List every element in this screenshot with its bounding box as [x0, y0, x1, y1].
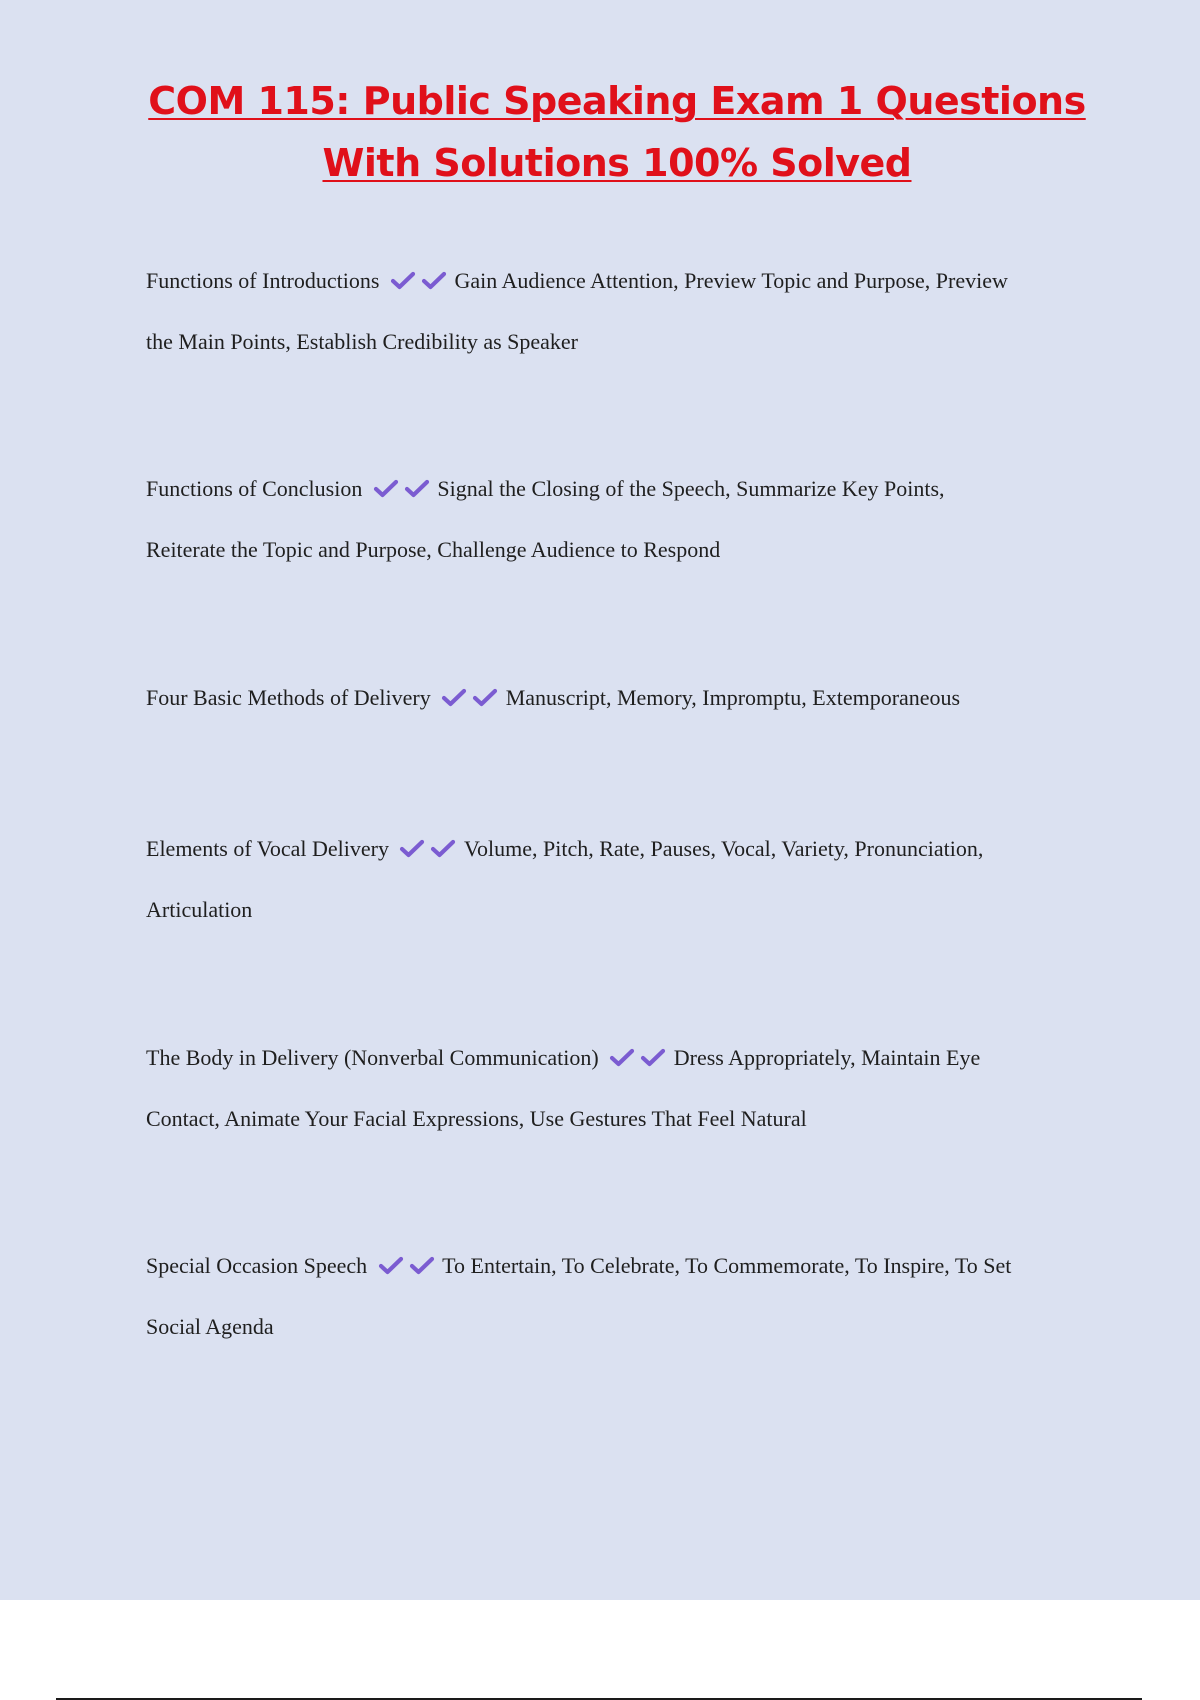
check-mark-icon [421, 271, 447, 291]
check-mark-icon [441, 688, 467, 708]
question-text: The Body in Delivery (Nonverbal Communication) [146, 1045, 599, 1070]
qa-item-introductions [146, 250, 1096, 372]
question-text: Special Occasion Speech [146, 1253, 368, 1278]
check-mark-icon [378, 1256, 404, 1276]
answer-text: Signal the Closing of the Speech, Summarize Key Points, [437, 476, 945, 501]
answer-text-continued: Contact, Animate Your Facial Expressions, Use Gestures That Feel Natural [146, 1106, 807, 1131]
qa-item-conclusion [146, 458, 1096, 580]
check-mark-icon [472, 688, 498, 708]
check-mark-icon [409, 1256, 435, 1276]
answer-text-continued: Reiterate the Topic and Purpose, Challenge Audience to Respond [146, 537, 721, 562]
check-mark-icon [640, 1048, 666, 1068]
qa-item-methods-of-delivery [146, 667, 1096, 728]
check-mark-icon [609, 1048, 635, 1068]
answer-text: To Entertain, To Celebrate, To Commemorate, To Inspire, To Set [442, 1253, 1012, 1278]
question-text: Functions of Introductions [146, 268, 380, 293]
answer-text-continued: the Main Points, Establish Credibility as Speaker [146, 329, 579, 354]
answer-text-continued: Articulation [146, 897, 253, 922]
answer-text: Volume, Pitch, Rate, Pauses, Vocal, Variety, Pronunciation, [463, 836, 984, 861]
answer-text: Dress Appropriately, Maintain Eye [673, 1045, 981, 1070]
question-text: Elements of Vocal Delivery [146, 836, 389, 861]
title-line-2: With Solutions 100% Solved [322, 141, 912, 185]
check-mark-icon [373, 479, 399, 499]
check-mark-icon [399, 839, 425, 859]
qa-item-vocal-delivery [146, 818, 1096, 940]
document-title [0, 70, 1200, 194]
answer-text: Manuscript, Memory, Impromptu, Extemporaneous [505, 685, 961, 710]
qa-item-special-occasion [146, 1235, 1096, 1357]
check-mark-icon [390, 271, 416, 291]
title-line-1: COM 115: Public Speaking Exam 1 Questions [148, 79, 1086, 123]
question-text: Functions of Conclusion [146, 476, 363, 501]
qa-item-body-in-delivery [146, 1027, 1096, 1149]
check-mark-icon [404, 479, 430, 499]
answer-text-continued: Social Agenda [146, 1314, 274, 1339]
check-mark-icon [430, 839, 456, 859]
question-text: Four Basic Methods of Delivery [146, 685, 431, 710]
answer-text: Gain Audience Attention, Preview Topic and Purpose, Preview [454, 268, 1008, 293]
